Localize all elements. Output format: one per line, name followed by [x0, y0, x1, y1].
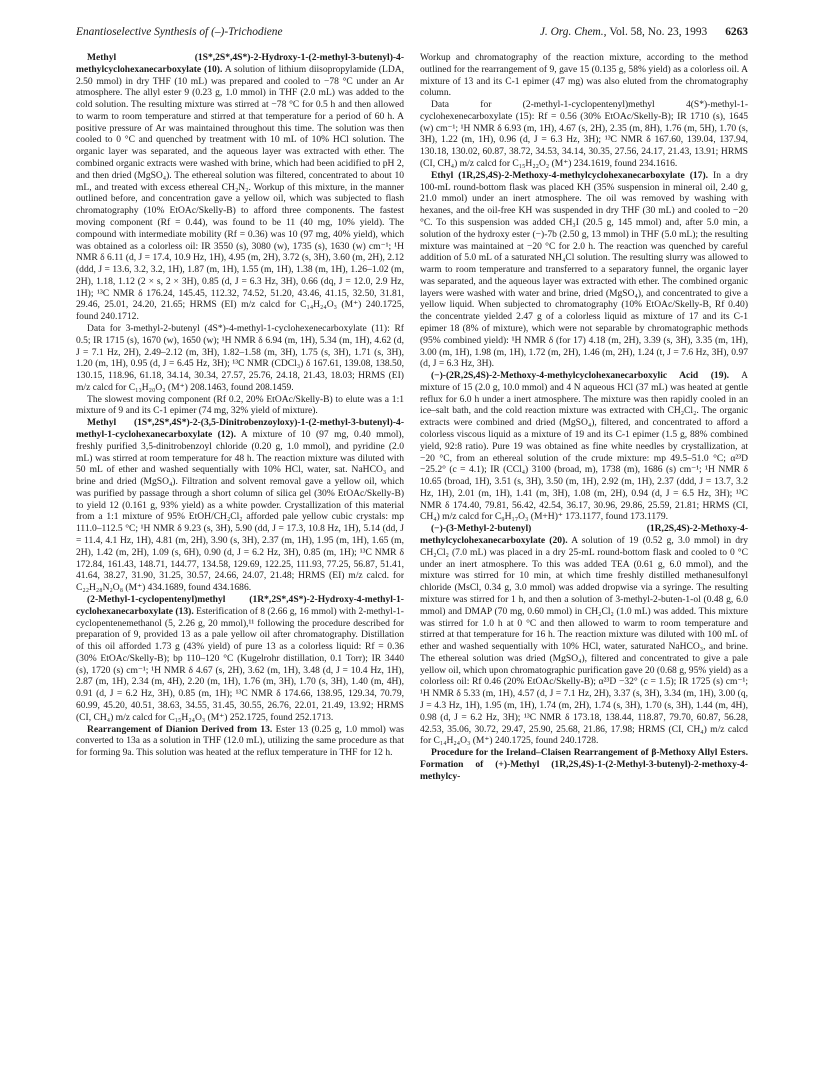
paragraph: [420, 370, 748, 523]
paragraph: [420, 170, 748, 370]
compound-heading: Rearrangement of Dianion Derived from 13.: [87, 723, 273, 735]
paragraph: [76, 323, 404, 394]
paragraph-text: Ester 13 (0.25 g, 1.0 mmol) was converted to 13a as a solution in THF (12.0 mL), utilizing the same procedure as that for forming 9a. This solution was heated at the reflux temperature in THF for 12 h.: [76, 723, 404, 759]
journal-citation: [540, 26, 707, 38]
running-header: [76, 26, 748, 42]
paragraph-text: Data for 3-methyl-2-butenyl (4S*)-4-methyl-1-cyclohexenecarboxylate (11): Rf 0.5; IR 1715 (s), 1670 (w), 1650 (w); ¹H NMR δ 6.94 (m, 1H), 5.34 (m, 1H), 4.62 (d, J = 7.1 Hz, 2H), 2.49–2.12 (m, 3H), 1.82–1.58 (m, 3H), 1.75 (s, 3H), 1.71 (s, 3H), 1.20 (m, 1H), 0.95 (d, J = 6.45 Hz, 3H); ¹³C NMR (CDCl₃) δ 167.61, 139.08, 138.50, 130.15, 118.96, 61.18, 34.14, 30.34, 27.57, 25.76, 24.18, 21.43, 18.03; HRMS (EI) m/z calcd for C₁₃H₂₀O₂ (M⁺) 208.1463, found 208.1459.: [76, 322, 404, 393]
paragraph: [76, 394, 404, 418]
running-title: Enantioselective Synthesis of (–)-Trichodiene: [76, 26, 283, 38]
compound-heading: Methyl (1S*,2S*,4S*)-2-(3,5-Dinitrobenzoyloxy)-1-(2-methyl-3-butenyl)-4-methyl-1-cyclohexanecarboxylate (12).: [76, 417, 404, 440]
paragraph-text: A solution of 19 (0.52 g, 3.0 mmol) in dry CH₂Cl₂ (7.0 mL) was placed in a dry 25-mL round-bottom flask and cooled to 0 °C under an inert atmosphere. To this was added TEA (0.61 g, 6.0 mmol), and the mixture was stirred for 10 min, at which time freshly distilled methanesulfonyl chloride (MsCl, 0.34 g, 3.0 mmol) was added dropwise via a syringe. The resulting mixture was stirred for 1 h, and then a solution of 3-methyl-2-buten-1-ol (0.48 g, 6.0 mmol) and DMAP (70 mg, 0.60 mmol) in CH₂Cl₂ (1.0 mL) was added. This mixture was stirred for 1.0 h at 0 °C and then allowed to warm to room temperature and stirred at that temperature for 16 h. The reaction mixture was diluted with 100 mL of ether and washed sequentially with 10% HCl, water, saturated NaHCO₃, and brine. The ethereal solution was dried (MgSO₄), filtered and concentrated to give a pale yellow oil, which upon chromatographic purification gave 20 (0.68 g, 95% yield) as a colorless oil: Rf 0.46 (20% EtOAc/Skelly-B); α²³D −32° (c = 1.5); IR 1725 (s) cm⁻¹; ¹H NMR δ 5.33 (m, 1H), 4.57 (d, J = 7.1 Hz, 2H), 3.37 (s, 3H), 3.34 (m, 1H), 3.00 (q, J = 4.3 Hz, 1H), 1.95 (m, 1H), 1.74 (m, 2H), 1.74 (s, 3H), 1.70 (s, 3H), 1.44 (m, 4H), 0.98 (d, J = 6.2 Hz, 3H); ¹³C NMR δ 173.18, 138.44, 118.87, 79.70, 60.87, 56.28, 42.53, 35.06, 30.72, 29.47, 25.90, 25.68, 21.86, 17.98; HRMS (CI, CH₄) m/z calcd for C₁₄H₂₄O₃ (M⁺) 240.1725, found 240.1728.: [420, 535, 748, 747]
page-number: 6263: [725, 26, 748, 38]
right-column: [420, 52, 748, 782]
paragraph: [76, 417, 404, 594]
paragraph-text: A mixture of 10 (97 mg, 0.40 mmol), freshly purified 3,5-dinitrobenzoyl chloride (0.20 g, 1.0 mmol), and pyridine (2.0 mL) was stirred at room temperature for 48 h. The reaction mixture was diluted with 50 mL of ether and washed sequentially with 10% HCl, water, sat. NaHCO₃ and brine and dried (MgSO₄). Filtration and solvent removal gave a yellow oil, which was purified by passage through a short column of silica gel (30% EtOAc/Skelly-B) to yield 12 (0.161 g, 93% yield) as a white powder. Crystallization of this material from a 1:1 mixture of 95% EtOH/CH₂Cl₂ afforded pale yellow cubic crystals: mp 111.0–112.5 °C; ¹H NMR δ 9.23 (s, 3H), 5.90 (dd, J = 17.3, 10.8 Hz, 1H), 5.14 (dd, J = 11.4, 4.1 Hz, 1H), 4.81 (m, 2H), 3.90 (s, 3H), 2.37 (m, 1H), 1.95 (m, 1H), 1.65 (m, 2H), 1.42 (m, 2H), 1.09 (s, 6H), 0.90 (d, J = 6.2 Hz, 3H), 0.85 (m, 1H); ¹³C NMR δ 172.84, 161.43, 148.71, 144.77, 134.58, 129.69, 122.25, 111.93, 77.25, 56.87, 51.41, 41.64, 38.27, 31.90, 31.25, 30.57, 24.66, 24.07, 21.48; HRMS (EI) m/z calcd. for C₂₂H₂₈N₂O₈ (M⁺) 434.1689, found 434.1686.: [76, 429, 404, 594]
paragraph: [420, 52, 748, 99]
paragraph-text: Data for (2-methyl-1-cyclopentenyl)methyl 4(S*)-methyl-1-cyclohexenecarboxylate (15): Rf = 0.56 (30% EtOAc/Skelly-B); IR 1710 (s), 1645 (w) cm⁻¹; ¹H NMR δ 6.93 (m, 1H), 4.67 (s, 2H), 2.35 (m, 8H), 1.76 (m, 5H), 1.70 (s, 3H), 1.22 (m, 1H), 0.96 (d, J = 6.3 Hz, 3H); ¹³C NMR δ 167.60, 139.04, 137.94, 130.18, 130.02, 60.87, 38.72, 34.53, 34.14, 30.35, 27.56, 24.17, 21.43, 13.91; HRMS (CI, CH₄) m/z calcd for C₁₅H₂₂O₂ (M⁺) 234.1619, found 234.1616.: [420, 99, 748, 170]
paragraph: [420, 99, 748, 170]
paragraph: [420, 747, 748, 782]
compound-heading: Methyl (1S*,2S*,4S*)-2-Hydroxy-1-(2-methyl-3-butenyl)-4-methylcyclohexanecarboxylate (10).: [76, 52, 404, 75]
paragraph: [76, 594, 404, 724]
paragraph-text: Workup and chromatography of the reaction mixture, according to the method outlined for the rearrangement of 9, gave 15 (0.135 g, 58% yield) as a colorless oil. A mixture of 13 and its C-1 epimer (47 mg) was also eluted from the chromatography column.: [420, 52, 748, 99]
paragraph: [420, 523, 748, 747]
compound-heading: Ethyl (1R,2S,4S)-2-Methoxy-4-methylcyclohexanecarboxylate (17).: [431, 169, 709, 181]
paragraph-text: In a dry 100-mL round-bottom flask was placed KH (35% suspension in mineral oil, 2.40 g, 21.0 mmol) under an inert atmosphere. The oil was removed by washing with hexanes, and the oil-free KH was suspended in dry THF (30 mL) and cooled to −20 °C. To this suspension was added CH₃I (20.5 g, 145 mmol) and, after 5.0 min, a solution of the hydroxy ester (−)-7b (2.50 g, 13 mmol) in THF (5.0 mL); the resulting mixture was maintained at −20 °C for 2.0 h. The reaction was quenched by careful addition of 5.0 mL of a saturated NH₄Cl solution. The resulting slurry was allowed to warm to room temperature and transferred to a separatory funnel, the organic layer was separated, and the aqueous layer was extracted with ether. The combined organic layers were washed with water and brine, dried (MgSO₄), and concentrated to give a yellow liquid. When subjected to chromatography (10% EtOAc/Skelly-B, Rf 0.40) the concentrate yielded 2.47 g of a colorless liquid as mixture of 17 and its C-1 epimer 18 (8% of mixture), which were not separable by chromatographic methods (95% combined yield): ¹H NMR δ (for 17) 4.18 (m, 2H), 3.39 (s, 3H), 3.35 (m, 1H), 3.00 (m, 1H), 1.98 (m, 1H), 1.72 (m, 2H), 1.46 (m, 2H), 1.24 (t, J = 7.6 Hz, 3H), 0.97 (d, J = 6.3 Hz, 3H).: [420, 169, 748, 370]
compound-heading: (−)-(2R,2S,4S)-2-Methoxy-4-methylcyclohexanecarboxylic Acid (19).: [431, 370, 730, 382]
compound-heading: (−)-(3-Methyl-2-butenyl) (1R,2S,4S)-2-Methoxy-4-methylcyclohexanecarboxylate (20).: [420, 523, 748, 547]
paragraph-text: A mixture of 15 (2.0 g, 10.0 mmol) and 4 N aqueous HCl (37 mL) was heated at gentle reflux for 6.0 h under a inert atmosphere. The mixture was then rapidly cooled in an ice–salt bath, and the cold reaction mixture was extracted with CH₂Cl₂. The organic extracts were combined and dried (MgSO₄), filtered, and concentrated to afford a colorless viscous liquid as a mixture of 19 and its C-1 epimer (1.5 g, 88% combined yield, 92:8 ratio). Pure 19 was obtained as fine white needles by crystallization, at −20 °C, from an ethereal solution of the crude mixture: mp 49.5–51.0 °C; α²³D −25.2° (c = 4.1); IR (CCl₄) 3100 (broad, m), 1738 (m), 1686 (s) cm⁻¹; ¹H NMR δ 10.65 (broad, 1H), 3.51 (s, 3H), 3.50 (m, 1H), 2.92 (m, 1H), 2.37 (ddd, J = 13.7, 3.2 Hz, 1H), 2.01 (m, 1H), 1.41 (m, 3H), 1.08 (m, 2H), 0.94 (d, J = 6.5 Hz, 3H); ¹³C NMR δ 174.40, 79.81, 56.42, 42.54, 36.17, 30.96, 29.86, 25.59, 21.81; HRMS (CI, CH₄) m/z calcd for C₉H₁₇O₃ (M+H)⁺ 173.1177, found 173.1179.: [420, 370, 748, 523]
paragraph: [76, 52, 404, 323]
paragraph: [76, 724, 404, 759]
paragraph-text: The slowest moving component (Rf 0.2, 20% EtOAc/Skelly-B) to elute was a 1:1 mixture of 9 and its C-1 epimer (74 mg, 32% yield of mixture).: [76, 393, 404, 417]
journal-name: J. Org. Chem.,: [539, 26, 607, 38]
left-column: [76, 52, 404, 759]
compound-heading: Procedure for the Ireland–Claisen Rearrangement of β-Methoxy Allyl Esters. Formation of (+)-Methyl (1R,2S,4S)-1-(2-Methyl-3-butenyl)-2-methoxy-4-methylcy-: [420, 747, 748, 782]
paragraph-text: A solution of lithium diisopropylamide (LDA, 2.50 mmol) in dry THF (10 mL) was prepared and cooled to −78 °C under an Ar atmosphere. The allyl ester 9 (0.23 g, 1.0 mmol) in THF (2.0 mL) was added to the cold solution. The resulting mixture was stirred at −78 °C for 0.5 h and then allowed to warm to room temperature and stirred at that temperature for a period of 60 h. A positive pressure of Ar was maintained throughout this time. The solution was then cooled to 0 °C and quenched by treatment with 10 mL of 10% HCl solution. The organic layer was separated, and the aqueous layer was extracted with ether. The combined organic extracts were washed with brine, which had been acidified to pH 2, and then dried (MgSO₄). The ethereal solution was filtered, concentrated to about 10 mL, and treated with excess ethereal CH₂N₂. Workup of this mixture, in the manner outlined before, and concentration gave a yellow oil, which was subjected to flash chromatography (10% EtOAc/Skelly-B) to afford three components. The fastest moving component (Rf = 0.44), was found to be 11 (40 mg, 10% yield). The compound with intermediate mobility (Rf = 0.36) was 10 (97 mg, 40% yield), which was obtained as a colorless oil: IR 3550 (s), 3080 (w), 1735 (s), 1630 (w) cm⁻¹; ¹H NMR δ 6.11 (d, J = 17.4, 10.9 Hz, 1H), 4.95 (m, 2H), 3.72 (s, 3H), 3.60 (m, 2H), 2.12 (ddd, J = 13.6, 3.2, 3.2, 1H), 1.87 (m, 1H), 1.55 (m, 1H), 1.38 (m, 1H), 1.26–1.02 (m, 2H), 1.18, 1.12 (2 × s, 2 × 3H), 0.85 (d, J = 6.3 Hz, 3H), 0.66 (dq, J = 12.0, 2.9 Hz, 1H); ¹³C NMR δ 176.24, 145.45, 112.32, 74.52, 51.20, 43.46, 41.15, 32.50, 31.81, 29.46, 25.01, 24.20, 21.65; HRMS (EI) m/z calcd for C₁₄H₂₄O₃ (M⁺) 240.1725, found 240.1712.: [76, 63, 404, 323]
journal-volume: Vol. 58, No. 23, 1993: [609, 26, 708, 38]
compound-heading: (2-Methyl-1-cyclopentenyl)methyl (1R*,2S*,4S*)-2-Hydroxy-4-methyl-1-cyclohexanecarboxylate (13).: [76, 593, 404, 617]
paragraph-text: Esterification of 8 (2.66 g, 16 mmol) with 2-methyl-1-cyclopentenemethanol (5, 2.26 g, 20 mmol),¹¹ following the procedure described for preparation of 9, provided 13 as a pale yellow oil after chromatography. Distillation of this oil afforded 1.73 g (43% yield) of pure 13 as a colorless liquid: Rf = 0.36 (30% EtOAc/Skelly-B); bp 110–120 °C (Kugelrohr distillation, 0.1 Torr); IR 3440 (s), 1720 (s) cm⁻¹; ¹H NMR δ 4.67 (s, 2H), 3.62 (m, 1H), 3.48 (d, J = 10.4 Hz, 1H), 2.87 (m, 1H), 2.34 (m, 4H), 2.20 (m, 1H), 1.76 (m, 3H), 1.70 (s, 3H), 1.40 (m, 4H), 0.91 (d, J = 6.2 Hz, 3H), 0.85 (m, 1H); ¹³C NMR δ 174.66, 138.95, 129.34, 70.79, 60.99, 45.20, 40.51, 38.63, 34.55, 31.45, 30.55, 26.76, 22.01, 21.49, 13.92; HRMS (CI, CH₄) m/z calcd for C₁₅H₂₄O₃ (M⁺) 252.1725, found 252.1713.: [76, 605, 404, 723]
